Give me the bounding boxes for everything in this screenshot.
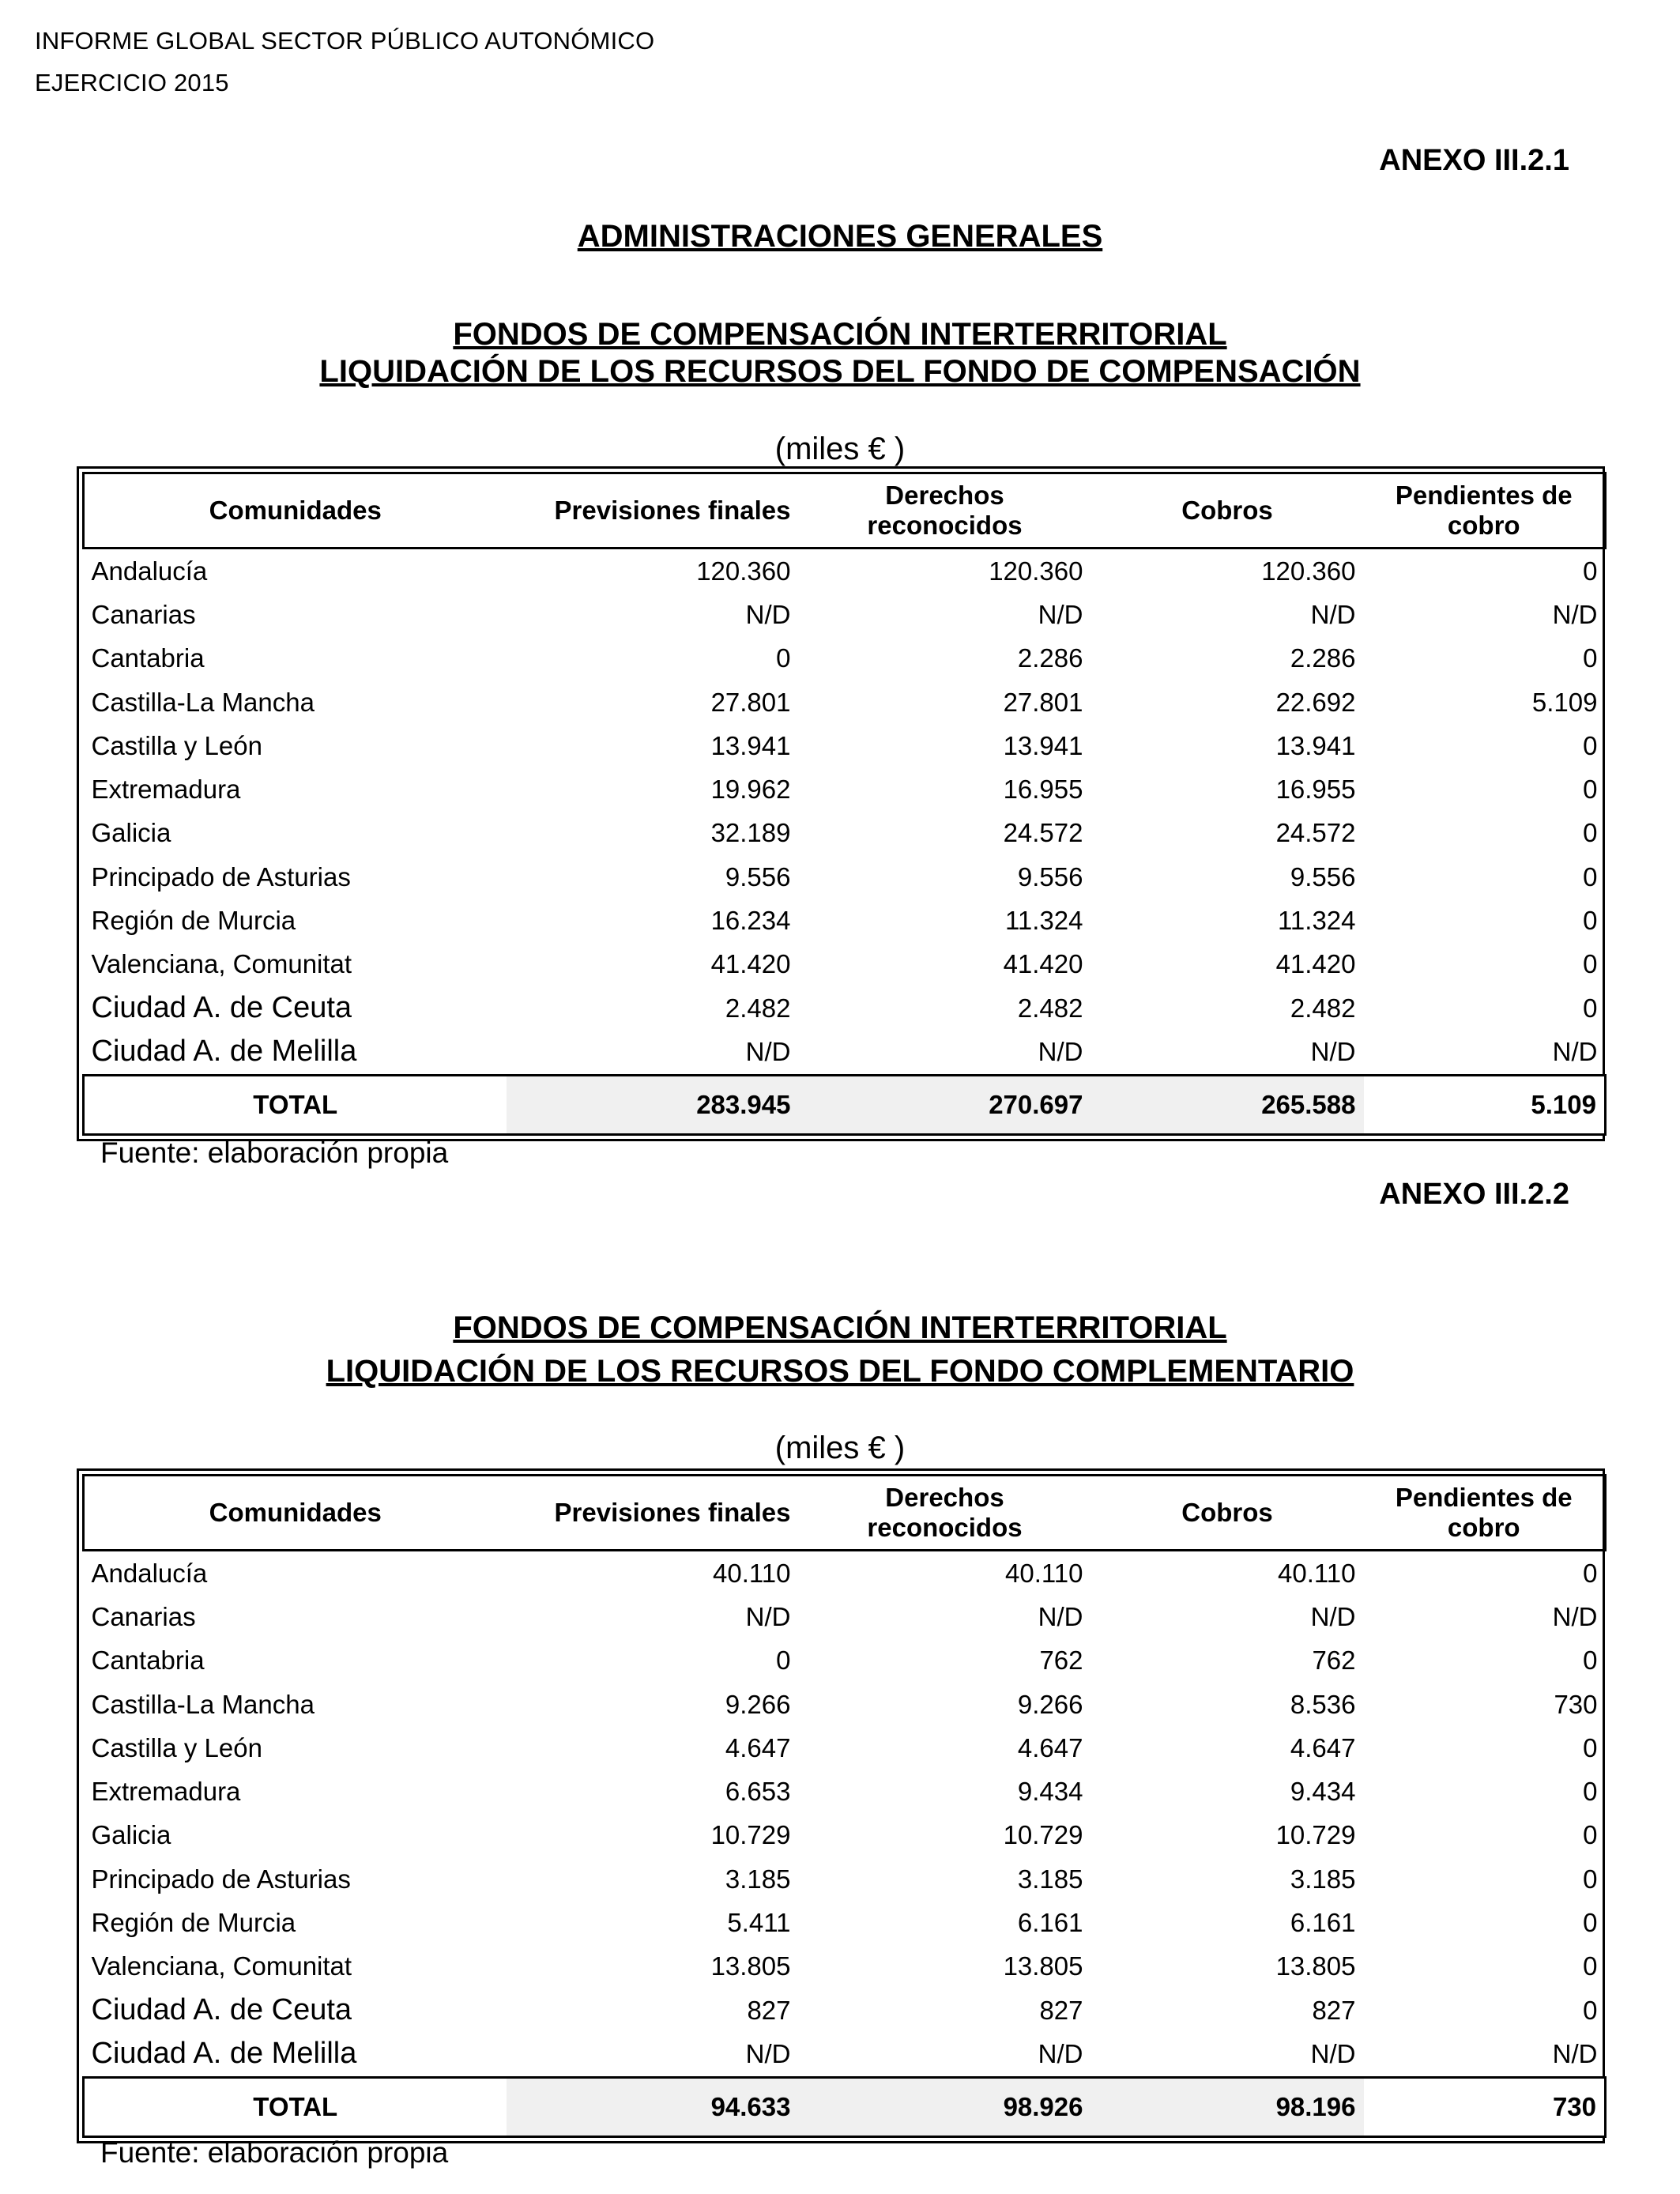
table-cell: 120.360 bbox=[989, 556, 1083, 586]
table-cell: 10.729 bbox=[710, 1820, 791, 1850]
table-cell: 0 bbox=[1583, 1777, 1598, 1807]
row-label: Ciudad A. de Melilla bbox=[91, 1035, 357, 1069]
table-cell: 0 bbox=[1583, 1732, 1598, 1762]
table-cell: 6.161 bbox=[1017, 1908, 1083, 1938]
row-label: Región de Murcia bbox=[91, 906, 296, 936]
table-cell: 0 bbox=[1583, 1908, 1598, 1938]
table-cell: 24.572 bbox=[1003, 818, 1083, 848]
table-cell: 27.801 bbox=[1003, 687, 1083, 717]
table-cell: 0 bbox=[1583, 1864, 1598, 1894]
table-cell: 19.962 bbox=[710, 775, 791, 805]
table-cell: 0 bbox=[1583, 818, 1598, 848]
table1 bbox=[82, 472, 1607, 1136]
col-header-pendientes: Pendientes de cobro bbox=[1364, 1476, 1606, 1551]
table-row bbox=[84, 593, 1606, 636]
row-label: Extremadura bbox=[91, 775, 241, 805]
table-row bbox=[84, 2032, 1606, 2077]
report-title: INFORME GLOBAL SECTOR PÚBLICO AUTONÓMICO bbox=[35, 27, 655, 55]
row-label: Extremadura bbox=[91, 1777, 241, 1807]
table2-units: (miles € ) bbox=[774, 1431, 906, 1465]
table2-title-line2: LIQUIDACIÓN DE LOS RECURSOS DEL FONDO COMPLEMENTARIO bbox=[326, 1354, 1354, 1389]
col-header-previsiones: Previsiones finales bbox=[507, 1476, 799, 1551]
table2-source: Fuente: elaboración propia bbox=[100, 2136, 449, 2169]
table-cell: 120.360 bbox=[1261, 556, 1356, 586]
row-label: Castilla y León bbox=[91, 1732, 262, 1762]
table-cell: 730 bbox=[1554, 1689, 1598, 1719]
table-cell: 4.647 bbox=[725, 1732, 791, 1762]
total-label: TOTAL bbox=[84, 1075, 507, 1134]
table-cell: 6.161 bbox=[1290, 1908, 1356, 1938]
table-cell: 8.536 bbox=[1290, 1689, 1356, 1719]
table-cell: 6.653 bbox=[725, 1777, 791, 1807]
table-cell: N/D bbox=[1552, 599, 1598, 629]
row-label: Galicia bbox=[91, 1820, 171, 1850]
table-cell: 16.955 bbox=[1003, 775, 1083, 805]
table-cell: N/D bbox=[1552, 2038, 1598, 2068]
total-cell: 5.109 bbox=[1364, 1075, 1606, 1134]
table-cell: 827 bbox=[747, 1995, 791, 2025]
table1-header-row bbox=[84, 473, 1606, 548]
table-cell: 40.110 bbox=[1005, 1558, 1083, 1588]
table-row bbox=[84, 1857, 1606, 1901]
table-cell: 41.420 bbox=[1275, 949, 1356, 979]
table-cell: 0 bbox=[1583, 993, 1598, 1023]
table-cell: 0 bbox=[1583, 556, 1598, 586]
row-label: Andalucía bbox=[91, 556, 208, 586]
row-label: Galicia bbox=[91, 818, 171, 848]
table-cell: 3.185 bbox=[725, 1864, 791, 1894]
table-row bbox=[84, 548, 1606, 594]
table-cell: 16.234 bbox=[710, 906, 791, 936]
table-cell: 13.805 bbox=[710, 1951, 791, 1981]
table-cell: N/D bbox=[745, 1036, 791, 1066]
row-label: Andalucía bbox=[91, 1558, 208, 1588]
table-cell: N/D bbox=[1552, 1601, 1598, 1631]
table-cell: N/D bbox=[745, 1601, 791, 1631]
table-row bbox=[84, 812, 1606, 855]
table-row bbox=[84, 680, 1606, 724]
table1-source: Fuente: elaboración propia bbox=[100, 1137, 449, 1169]
table-cell: N/D bbox=[1552, 1036, 1598, 1066]
table-cell: 3.185 bbox=[1290, 1864, 1356, 1894]
table-row bbox=[84, 1726, 1606, 1770]
table-cell: 41.420 bbox=[1003, 949, 1083, 979]
col-header-derechos: Derechos reconocidos bbox=[799, 473, 1091, 548]
table-cell: 32.189 bbox=[710, 818, 791, 848]
table-row bbox=[84, 1030, 1606, 1075]
row-label: Castilla-La Mancha bbox=[91, 687, 315, 717]
total-cell: 98.196 bbox=[1091, 2077, 1364, 2136]
table-row bbox=[84, 637, 1606, 680]
table-cell: 13.941 bbox=[710, 730, 791, 760]
table-cell: N/D bbox=[1310, 1601, 1356, 1631]
table-cell: 0 bbox=[776, 643, 791, 673]
table-cell: 24.572 bbox=[1275, 818, 1356, 848]
table-cell: 9.556 bbox=[1017, 861, 1083, 892]
table-row bbox=[84, 1683, 1606, 1726]
row-label: Principado de Asturias bbox=[91, 1864, 351, 1894]
table2-header-row bbox=[84, 1476, 1606, 1551]
table-cell: 5.109 bbox=[1531, 687, 1598, 717]
row-label: Canarias bbox=[91, 599, 196, 629]
table-row bbox=[84, 1989, 1606, 2032]
table-cell: 0 bbox=[776, 1646, 791, 1676]
table-cell: 0 bbox=[1583, 643, 1598, 673]
annex-label-1: ANEXO III.2.1 bbox=[1379, 144, 1569, 177]
table-cell: N/D bbox=[1310, 599, 1356, 629]
table-row bbox=[84, 943, 1606, 986]
row-label: Valenciana, Comunitat bbox=[91, 949, 352, 979]
table-cell: 9.556 bbox=[1290, 861, 1356, 892]
table-cell: 22.692 bbox=[1275, 687, 1356, 717]
table-cell: N/D bbox=[1038, 1601, 1083, 1631]
row-label: Ciudad A. de Ceuta bbox=[91, 1993, 352, 2027]
table-row bbox=[84, 1945, 1606, 1989]
table-cell: 2.286 bbox=[1290, 643, 1356, 673]
table-row bbox=[84, 855, 1606, 899]
row-label: Ciudad A. de Ceuta bbox=[91, 991, 352, 1025]
table-row bbox=[84, 1551, 1606, 1596]
table-cell: N/D bbox=[1310, 2038, 1356, 2068]
table1-title-line2: LIQUIDACIÓN DE LOS RECURSOS DEL FONDO DE COMPENSACIÓN bbox=[319, 354, 1361, 389]
table-row bbox=[84, 1639, 1606, 1683]
table-row bbox=[84, 767, 1606, 811]
report-year: EJERCICIO 2015 bbox=[35, 69, 229, 96]
table-row bbox=[84, 724, 1606, 767]
table2 bbox=[82, 1474, 1607, 2138]
table-cell: 4.647 bbox=[1017, 1732, 1083, 1762]
row-label: Cantabria bbox=[91, 643, 205, 673]
table-cell: 0 bbox=[1583, 1995, 1598, 2025]
table-cell: 40.110 bbox=[713, 1558, 791, 1588]
row-label: Región de Murcia bbox=[91, 1908, 296, 1938]
col-header-previsiones: Previsiones finales bbox=[507, 473, 799, 548]
table-cell: N/D bbox=[745, 599, 791, 629]
table-cell: N/D bbox=[1038, 2038, 1083, 2068]
table-row bbox=[84, 1901, 1606, 1944]
table-cell: 10.729 bbox=[1275, 1820, 1356, 1850]
row-label: Canarias bbox=[91, 1601, 196, 1631]
total-cell: 98.926 bbox=[799, 2077, 1091, 2136]
total-cell: 265.588 bbox=[1091, 1075, 1364, 1134]
table-cell: 0 bbox=[1583, 906, 1598, 936]
table-cell: 41.420 bbox=[710, 949, 791, 979]
table-row bbox=[84, 986, 1606, 1030]
table-cell: 4.647 bbox=[1290, 1732, 1356, 1762]
col-header-comunidades: Comunidades bbox=[84, 473, 507, 548]
table-row bbox=[84, 1770, 1606, 1813]
table-cell: 2.286 bbox=[1017, 643, 1083, 673]
table-cell: 27.801 bbox=[710, 687, 791, 717]
table-cell: 9.266 bbox=[725, 1689, 791, 1719]
table-row bbox=[84, 1595, 1606, 1638]
total-cell: 283.945 bbox=[507, 1075, 799, 1134]
total-cell: 730 bbox=[1364, 2077, 1606, 2136]
table2-frame bbox=[77, 1468, 1605, 2143]
total-row bbox=[84, 1075, 1606, 1134]
col-header-cobros: Cobros bbox=[1091, 473, 1364, 548]
table1-frame bbox=[77, 466, 1605, 1141]
table-cell: 0 bbox=[1583, 1646, 1598, 1676]
table-cell: 0 bbox=[1583, 1820, 1598, 1850]
table-cell: 0 bbox=[1583, 730, 1598, 760]
col-header-comunidades: Comunidades bbox=[84, 1476, 507, 1551]
table-row bbox=[84, 1814, 1606, 1857]
table-cell: 762 bbox=[1312, 1646, 1356, 1676]
table-cell: 0 bbox=[1583, 1951, 1598, 1981]
table-cell: 9.556 bbox=[725, 861, 791, 892]
table-cell: 11.324 bbox=[1005, 906, 1083, 936]
table-cell: 10.729 bbox=[1003, 1820, 1083, 1850]
section-heading: ADMINISTRACIONES GENERALES bbox=[577, 219, 1103, 254]
table-cell: 9.266 bbox=[1017, 1689, 1083, 1719]
table-cell: N/D bbox=[1038, 1036, 1083, 1066]
row-label: Cantabria bbox=[91, 1646, 205, 1676]
table-cell: 827 bbox=[1039, 1995, 1083, 2025]
table-cell: N/D bbox=[745, 2038, 791, 2068]
row-label: Castilla y León bbox=[91, 730, 262, 760]
table-cell: 13.805 bbox=[1003, 1951, 1083, 1981]
table-cell: 2.482 bbox=[1017, 993, 1083, 1023]
table-cell: 827 bbox=[1312, 1995, 1356, 2025]
table-cell: 16.955 bbox=[1275, 775, 1356, 805]
table-cell: 120.360 bbox=[696, 556, 791, 586]
table-cell: N/D bbox=[1310, 1036, 1356, 1066]
row-label: Valenciana, Comunitat bbox=[91, 1951, 352, 1981]
table2-title-line1: FONDOS DE COMPENSACIÓN INTERTERRITORIAL bbox=[453, 1310, 1227, 1345]
table-row bbox=[84, 899, 1606, 942]
total-row bbox=[84, 2077, 1606, 2136]
table-cell: 9.434 bbox=[1017, 1777, 1083, 1807]
table-cell: 0 bbox=[1583, 861, 1598, 892]
table-cell: 0 bbox=[1583, 949, 1598, 979]
table-cell: 0 bbox=[1583, 1558, 1598, 1588]
col-header-derechos: Derechos reconocidos bbox=[799, 1476, 1091, 1551]
total-cell: 270.697 bbox=[799, 1075, 1091, 1134]
table-cell: 13.805 bbox=[1275, 1951, 1356, 1981]
total-cell: 94.633 bbox=[507, 2077, 799, 2136]
table-cell: 2.482 bbox=[725, 993, 791, 1023]
row-label: Ciudad A. de Melilla bbox=[91, 2037, 357, 2071]
row-label: Castilla-La Mancha bbox=[91, 1689, 315, 1719]
col-header-pendientes: Pendientes de cobro bbox=[1364, 473, 1606, 548]
table1-units: (miles € ) bbox=[774, 432, 906, 466]
total-label: TOTAL bbox=[84, 2077, 507, 2136]
table-cell: 0 bbox=[1583, 775, 1598, 805]
table-cell: 40.110 bbox=[1278, 1558, 1356, 1588]
table-cell: 9.434 bbox=[1290, 1777, 1356, 1807]
table-cell: 13.941 bbox=[1003, 730, 1083, 760]
annex-label-2: ANEXO III.2.2 bbox=[1379, 1178, 1569, 1211]
table-cell: 2.482 bbox=[1290, 993, 1356, 1023]
table-cell: 13.941 bbox=[1275, 730, 1356, 760]
table1-title-line1: FONDOS DE COMPENSACIÓN INTERTERRITORIAL bbox=[453, 317, 1227, 352]
row-label: Principado de Asturias bbox=[91, 861, 351, 892]
col-header-cobros: Cobros bbox=[1091, 1476, 1364, 1551]
table-cell: N/D bbox=[1038, 599, 1083, 629]
table-cell: 3.185 bbox=[1017, 1864, 1083, 1894]
table-cell: 5.411 bbox=[727, 1908, 791, 1938]
table-cell: 11.324 bbox=[1278, 906, 1356, 936]
table-cell: 762 bbox=[1039, 1646, 1083, 1676]
